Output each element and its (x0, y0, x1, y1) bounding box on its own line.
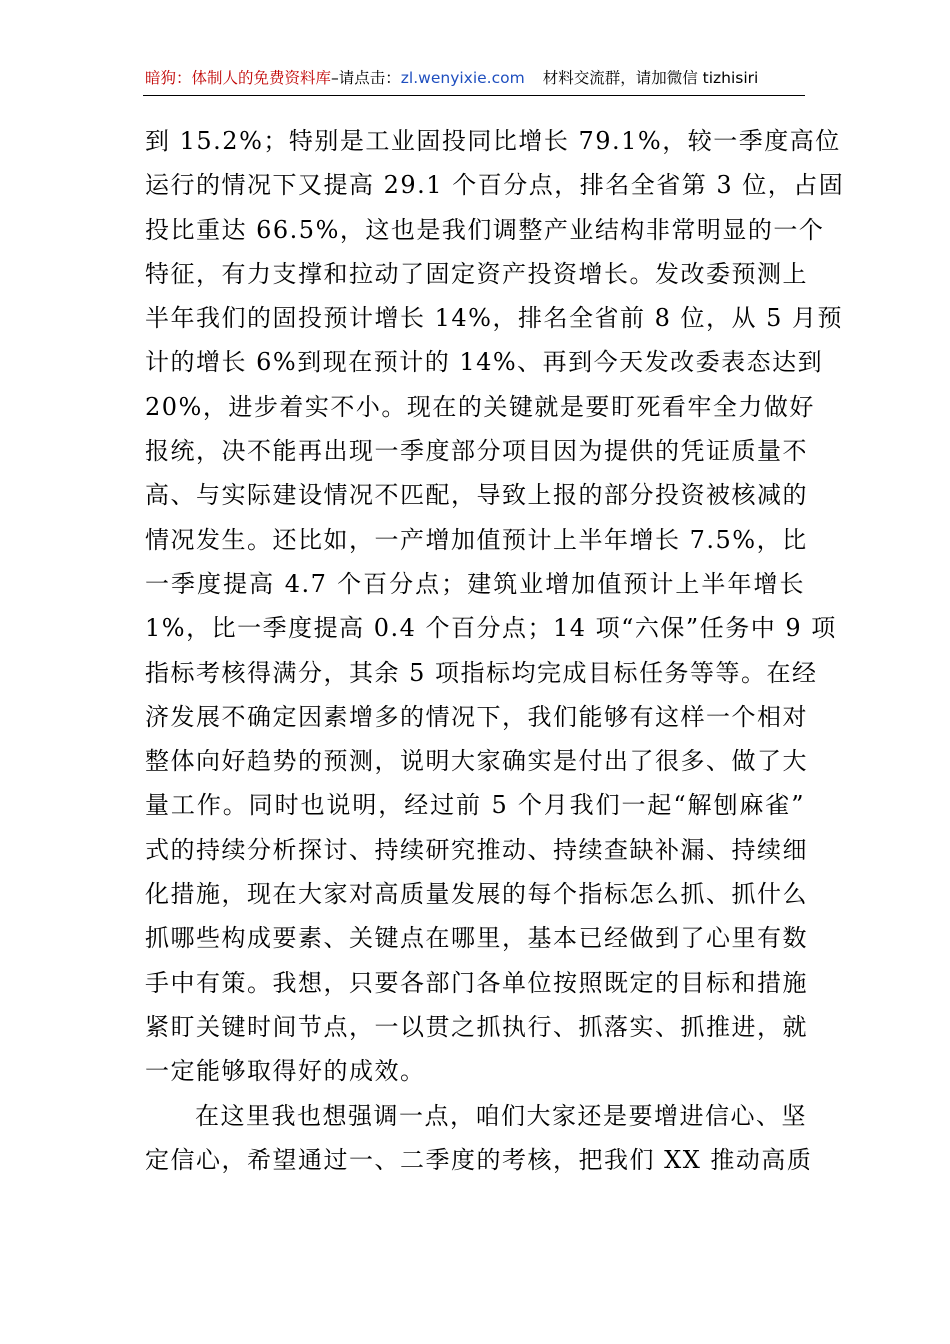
body-line: 化措施，现在大家对高质量发展的每个指标怎么抓、抓什么 (145, 880, 808, 909)
document-body (145, 119, 845, 1182)
body-line: 紧盯关键时间节点，一以贯之抓执行、抓落实、抓推进，就 (145, 1012, 808, 1041)
body-line: 运行的情况下又提高 29.1 个百分点，排名全省第 3 位，占固 (145, 171, 845, 200)
header-prompt: –请点击： (331, 69, 401, 87)
body-line: 情况发生。还比如，一产增加值预计上半年增长 7.5%，比 (145, 525, 808, 554)
body-line: 半年我们的固投预计增长 14%，排名全省前 8 位，从 5 月预 (145, 304, 844, 333)
body-line: 式的持续分析探讨、持续研究推动、持续查缺补漏、持续细 (145, 835, 808, 864)
body-line: 济发展不确定因素增多的情况下，我们能够有这样一个相对 (145, 702, 808, 731)
body-line: 计的增长 6%到现在预计的 14%、再到今天发改委表态达到 (145, 348, 824, 377)
header-group-note: 材料交流群，请加微信 tizhisiri (542, 69, 759, 87)
body-line: 1%，比一季度提高 0.4 个百分点；14 项“六保”任务中 9 项 (145, 614, 837, 643)
body-line: 抓哪些构成要素、关键点在哪里，基本已经做到了心里有数 (145, 924, 808, 953)
body-line: 手中有策。我想，只要各部门各单位按照既定的目标和措施 (145, 968, 808, 997)
body-line: 在这里我也想强调一点，咱们大家还是要增进信心、坚 (195, 1101, 807, 1130)
header-divider (143, 95, 805, 96)
body-line: 量工作。同时也说明，经过前 5 个月我们一起“解刨麻雀” (145, 791, 805, 820)
body-line: 一定能够取得好的成效。 (145, 1057, 426, 1086)
body-line: 特征，有力支撑和拉动了固定资产投资增长。发改委预测上 (145, 259, 808, 288)
body-line: 投比重达 66.5%，这也是我们调整产业结构非常明显的一个 (145, 215, 825, 244)
page-header (145, 64, 805, 92)
body-line: 定信心，希望通过一、二季度的考核，把我们 XX 推动高质 (145, 1145, 813, 1174)
header-link[interactable]: zl.wenyixie.com (400, 69, 525, 87)
body-line: 指标考核得满分，其余 5 项指标均完成目标任务等等。在经 (145, 658, 818, 687)
body-line: 到 15.2%；特别是工业固投同比增长 79.1%，较一季度高位 (145, 127, 841, 155)
body-line: 高、与实际建设情况不匹配，导致上报的部分投资被核减的 (145, 481, 808, 510)
body-line: 报统，决不能再出现一季度部分项目因为提供的凭证质量不 (145, 437, 808, 466)
body-line: 整体向好趋势的预测，说明大家确实是付出了很多、做了大 (145, 747, 808, 776)
header-brand: 暗狗：体制人的免费资料库 (145, 69, 332, 87)
body-line: 一季度提高 4.7 个百分点；建筑业增加值预计上半年增长 (145, 569, 805, 598)
body-line: 20%，进步着实不小。现在的关键就是要盯死看牢全力做好 (145, 392, 815, 421)
